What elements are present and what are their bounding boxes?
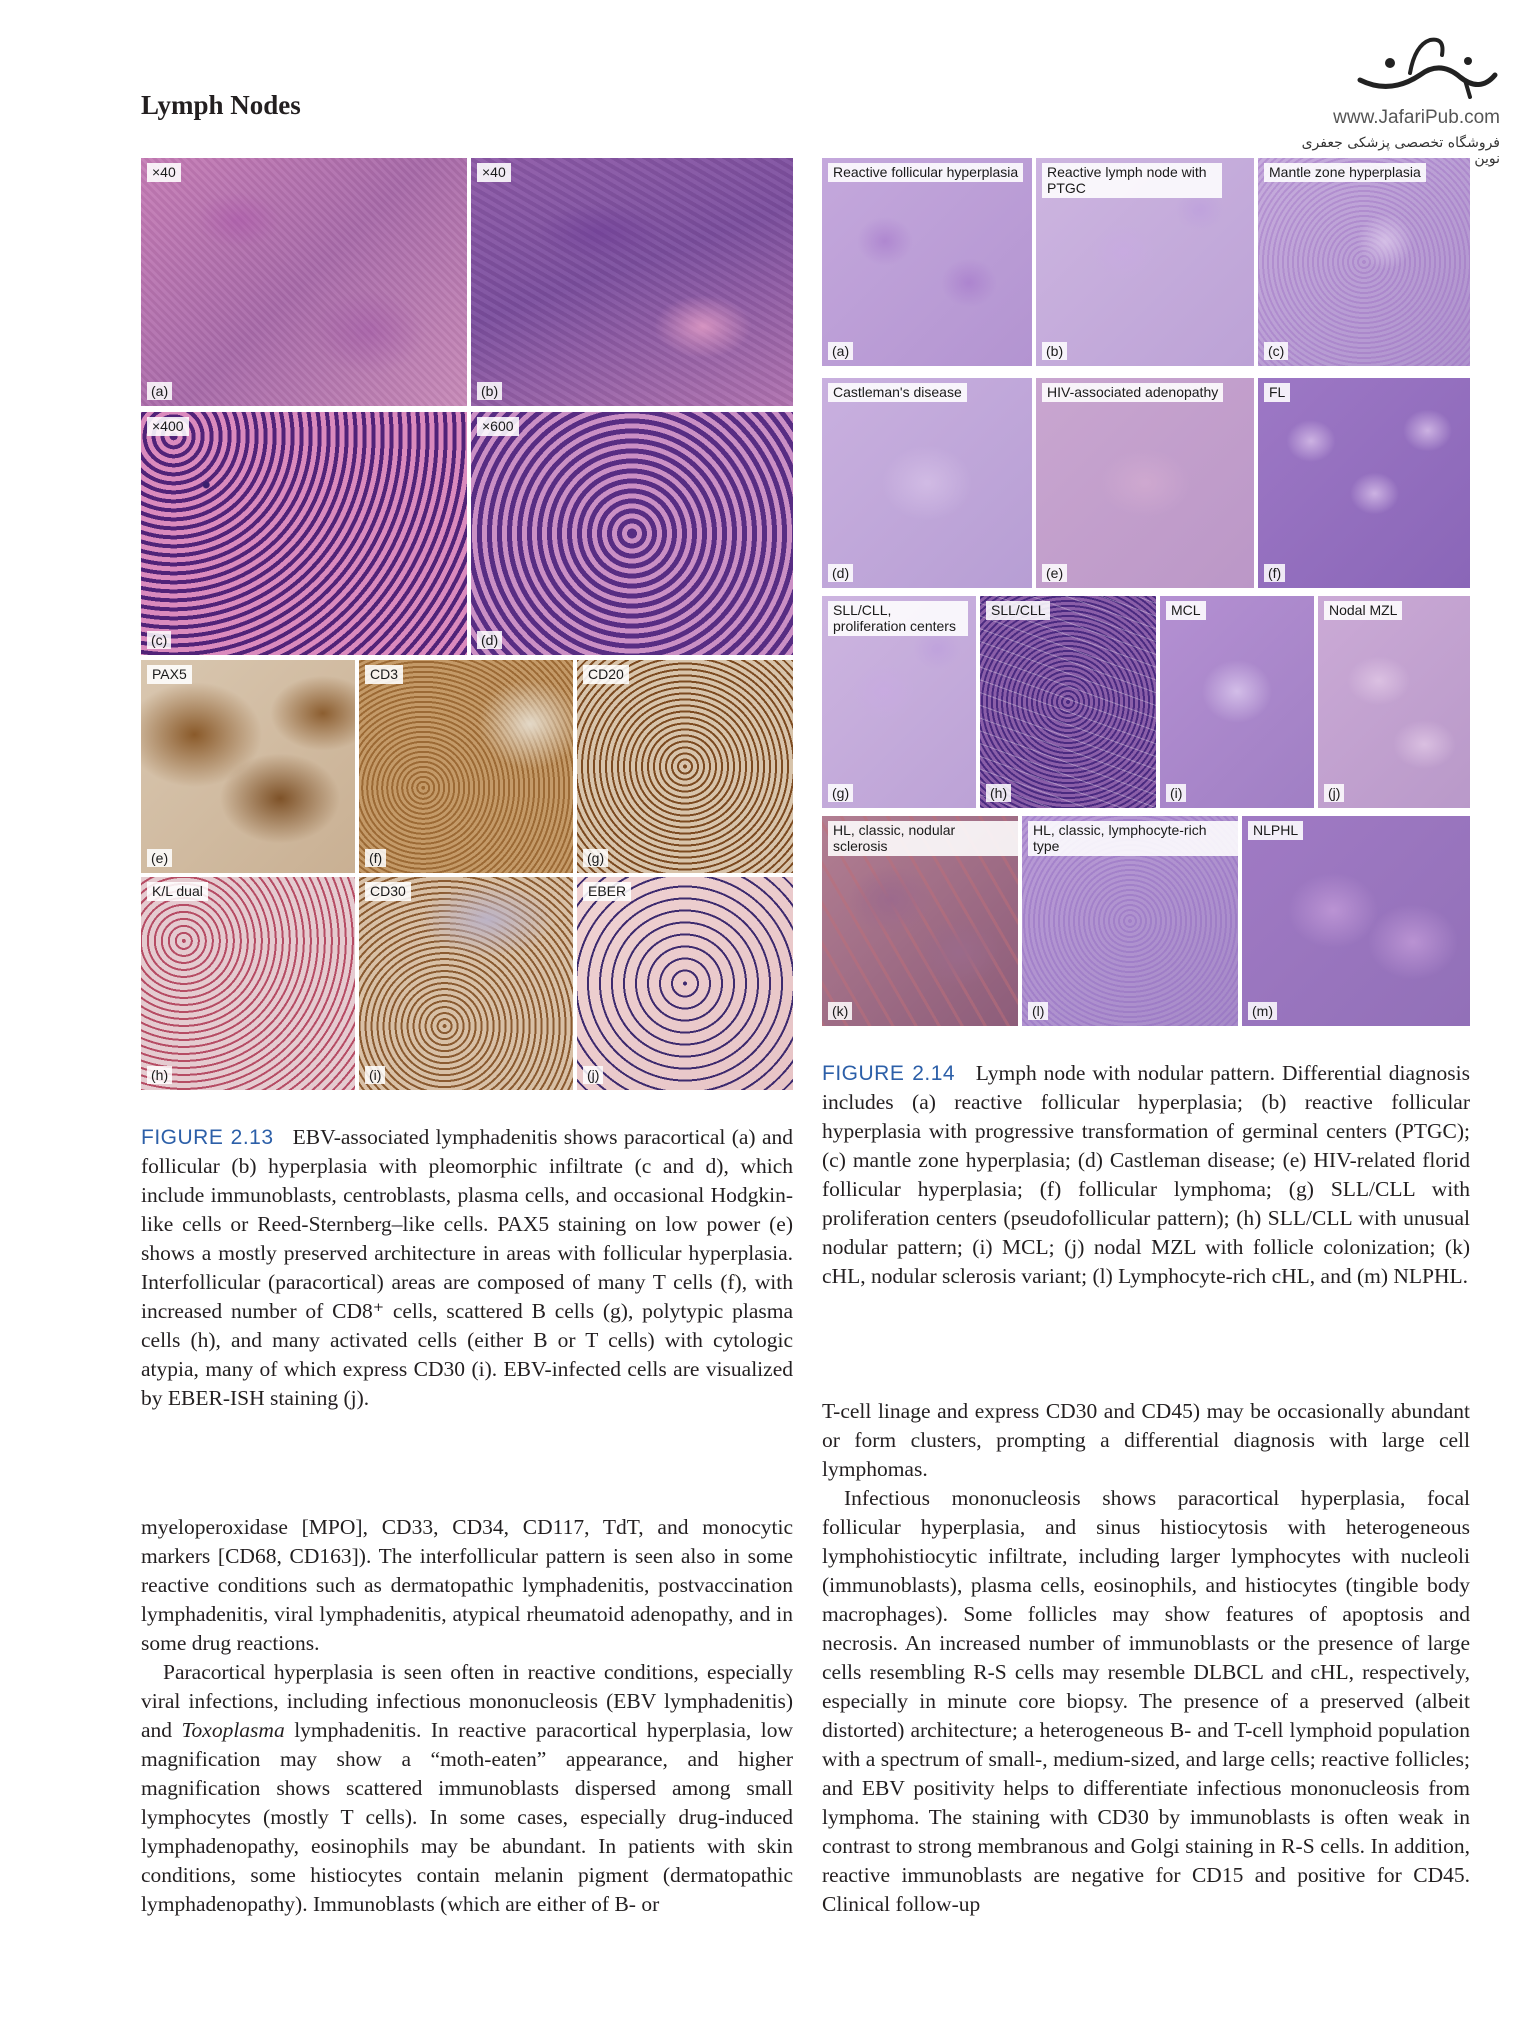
panel-label: Mantle zone hyperplasia	[1264, 163, 1426, 182]
figure-2-13-panel-j	[577, 877, 793, 1090]
figure-2-13-panel-b	[471, 158, 793, 406]
panel-letter: (h)	[147, 1066, 172, 1084]
panel-label: HL, classic, lymphocyte-rich type	[1028, 821, 1238, 856]
panel-letter: (g)	[583, 849, 608, 867]
figure-2-13-caption	[141, 1123, 793, 1413]
panel-label: HIV-associated adenopathy	[1042, 383, 1223, 402]
panel-letter: (g)	[828, 784, 853, 802]
figure-2-13-panel-c	[141, 412, 467, 655]
publisher-url[interactable]: www.JafariPub.com	[1333, 107, 1500, 128]
caption-text: Lymph node with nodular pattern. Differential diagnosis includes (a) reactive follicular hyperplasia; (b) reactive follicular hyperplasia with progressive transformation of germinal centers (PTGC); (c) mantle zone hyperplasia; (d) Castleman disease; (e) HIV-related florid follicular hyperplasia; (f) follicular lymphoma; (g) SLL/CLL with proliferation centers (pseudofollicular pattern); (h) SLL/CLL with unusual nodular pattern; (i) MCL; (j) nodal MZL with follicle colonization; (k) cHL, nodular sclerosis variant; (l) Lymphocyte-rich cHL, and (m) NLPHL.	[822, 1061, 1471, 1288]
figure-2-14-panel-b	[1036, 158, 1254, 366]
panel-letter: (m)	[1248, 1002, 1277, 1020]
panel-label: Reactive follicular hyperplasia	[828, 163, 1023, 182]
figure-2-13-panel-e	[141, 660, 355, 873]
panel-letter: (a)	[828, 342, 853, 360]
panel-label: MCL	[1166, 601, 1206, 620]
panel-letter: (i)	[1166, 784, 1186, 802]
panel-letter: (c)	[1264, 342, 1288, 360]
panel-label: ×400	[147, 417, 189, 436]
panel-label: FL	[1264, 383, 1290, 402]
paragraph: T-cell linage and express CD30 and CD45) may be occasionally abundant or form clusters, prompting a differential diagnosis with large cell lymphomas.	[822, 1399, 1470, 1481]
panel-letter: (c)	[147, 631, 171, 649]
figure-2-14-panel-a	[822, 158, 1032, 366]
panel-label: K/L dual	[147, 882, 208, 901]
figure-2-14-panel-c	[1258, 158, 1470, 366]
figure-2-14-caption	[822, 1059, 1470, 1291]
panel-label: CD20	[583, 665, 629, 684]
figure-label: FIGURE 2.14	[822, 1062, 956, 1085]
publisher-logo	[1295, 25, 1500, 165]
figure-2-14-panel-d	[822, 378, 1032, 588]
panel-label: SLL/CLL	[986, 601, 1050, 620]
figure-2-14-panel-h	[980, 596, 1156, 808]
figure-2-13-panel-d	[471, 412, 793, 655]
running-title: Lymph Nodes	[141, 90, 301, 120]
panel-label: ×40	[147, 163, 181, 182]
figure-2-13-panel-a	[141, 158, 467, 406]
panel-letter: (f)	[365, 849, 386, 867]
text-run: lymphadenitis. In reactive paracortical hyperplasia, low magnification may show a “moth-eaten” appearance, and higher magnification shows scattered immunoblasts dispersed among small lymphocytes (mostly T cells). In some cases, especially drug-induced lymphadenopathy, eosinophils may be abundant. In patients with skin conditions, some histiocytes contain melanin pigment (dermatopathic lymphadenopathy). Immunoblasts (which are either of B- or	[141, 1718, 794, 1916]
panel-label: CD30	[365, 882, 411, 901]
figure-2-14-panel-j	[1318, 596, 1470, 808]
paragraph: myeloperoxidase [MPO], CD33, CD34, CD117, TdT, and monocytic markers [CD68, CD163]). The interfollicular pattern is seen also in some reactive conditions such as dermatopathic lymphadenitis, postvaccination lymphadenitis, viral lymphadenitis, atypical rheumatoid adenopathy, and in some drug reactions.	[141, 1515, 793, 1655]
italic-term: Toxoplasma	[181, 1718, 285, 1742]
panel-letter: (f)	[1264, 564, 1285, 582]
caption-text: EBV-associated lymphadenitis shows paracortical (a) and follicular (b) hyperplasia with pleomorphic infiltrate (c and d), which include immunoblasts, centroblasts, plasma cells, and occasional Hodgkin-like cells or Reed-Sternberg–like cells. PAX5 staining on low power (e) shows a mostly preserved architecture in areas with follicular hyperplasia. Interfollicular (paracortical) areas are composed of many T cells (f), with increased number of CD8⁺ cells, scattered B cells (g), polytypic plasma cells (h), and many activated cells (either B or T cells) with cytologic atypia, many of which express CD30 (i). EBV-infected cells are visualized by EBER-ISH staining (j).	[141, 1125, 794, 1410]
panel-label: Castleman's disease	[828, 383, 967, 402]
panel-letter: (e)	[1042, 564, 1067, 582]
figure-2-14-panel-f	[1258, 378, 1470, 588]
figure-2-13-panel-f	[359, 660, 573, 873]
panel-letter: (d)	[828, 564, 853, 582]
panel-label: HL, classic, nodular sclerosis	[828, 821, 1018, 856]
right-column-body	[822, 1397, 1470, 1919]
panel-label: SLL/CLL, proliferation centers	[828, 601, 968, 636]
panel-label: Reactive lymph node with PTGC	[1042, 163, 1222, 198]
figure-2-14-panel-m	[1242, 816, 1470, 1026]
panel-label: NLPHL	[1248, 821, 1303, 840]
panel-letter: (h)	[986, 784, 1011, 802]
figure-2-13-panel-h	[141, 877, 355, 1090]
figure-2-13-panel-g	[577, 660, 793, 873]
panel-letter: (l)	[1028, 1002, 1048, 1020]
panel-letter: (b)	[1042, 342, 1067, 360]
panel-letter: (b)	[477, 382, 502, 400]
panel-label: EBER	[583, 882, 631, 901]
paragraph: Infectious mononucleosis shows paracortical hyperplasia, focal follicular hyperplasia, and sinus histiocytosis with heterogeneous lymphohistiocytic infiltrate, including larger lymphocytes with nucleoli (immunoblasts), plasma cells, eosinophils, and histiocytes (tingible body macrophages). Some follicles may show features of apoptosis and necrosis. An increased number of immunoblasts or the presence of large cells resembling R-S cells may resemble DLBCL and cHL, respectively, especially in minute core biopsy. The presence of a preserved (albeit distorted) architecture; a heterogeneous B- and T-cell lymphoid population with a spectrum of small-, medium-sized, and large cells; reactive follicles; and EBV positivity helps to differentiate infectious mononucleosis from lymphoma. The staining with CD30 by immunoblasts is often weak in contrast to strong membranous and Golgi staining in R-S cells. In addition, reactive immunoblasts are negative for CD15 and positive for CD45. Clinical follow-up	[822, 1486, 1470, 1916]
panel-label: ×40	[477, 163, 511, 182]
panel-letter: (j)	[1324, 784, 1344, 802]
panel-label: Nodal MZL	[1324, 601, 1402, 620]
panel-letter: (e)	[147, 849, 172, 867]
publisher-tagline: فروشگاه تخصصی پزشکی جعفری نوین	[1301, 135, 1500, 167]
panel-letter: (k)	[828, 1002, 852, 1020]
paragraph	[141, 1658, 793, 1919]
panel-letter: (i)	[365, 1066, 385, 1084]
panel-label: ×600	[477, 417, 519, 436]
panel-letter: (a)	[147, 382, 172, 400]
figure-2-14-panel-e	[1036, 378, 1254, 588]
figure-2-13-panel-i	[359, 877, 573, 1090]
text-run: Paracortical hyperplasia is seen often in reactive conditions, especially viral infections, including infectious mononucleosis (EBV lymphadenitis) and	[141, 1660, 793, 1742]
figure-label: FIGURE 2.13	[141, 1126, 274, 1149]
figure-2-14-panel-i	[1160, 596, 1314, 808]
panel-label: PAX5	[147, 665, 192, 684]
calligraphy-logo-icon	[1350, 25, 1500, 105]
left-column-body	[141, 1513, 793, 1919]
figure-2-14-panel-k	[822, 816, 1018, 1026]
figure-2-14-panel-l	[1022, 816, 1238, 1026]
panel-label: CD3	[365, 665, 403, 684]
panel-letter: (d)	[477, 631, 502, 649]
figure-2-14-panel-g	[822, 596, 976, 808]
panel-letter: (j)	[583, 1066, 603, 1084]
